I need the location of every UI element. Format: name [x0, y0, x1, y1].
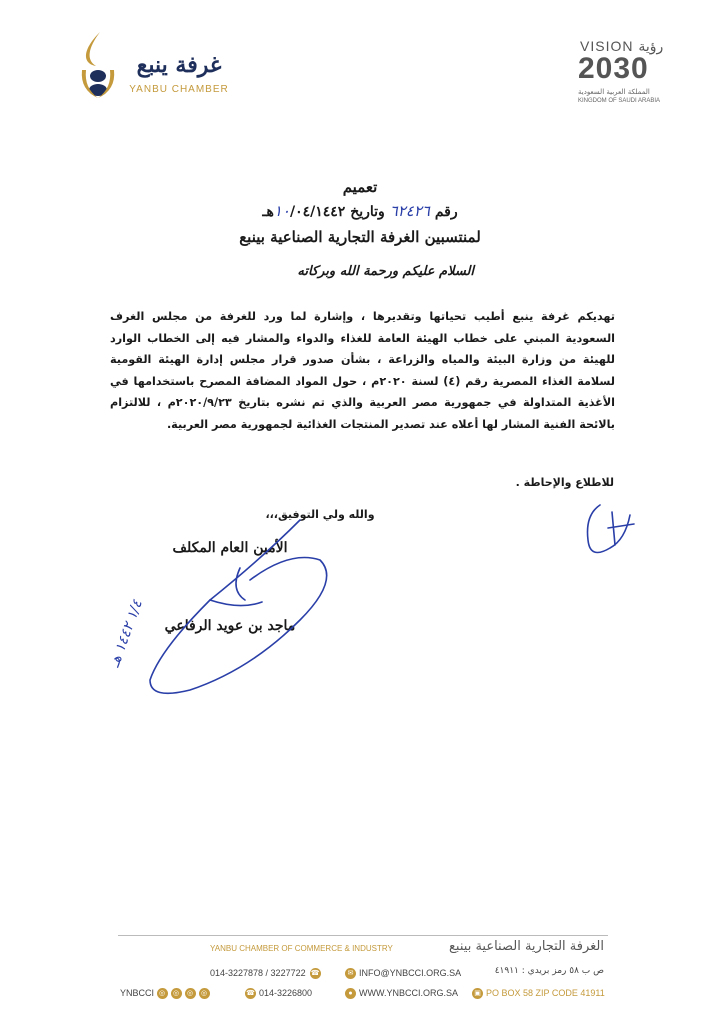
vision-year: 2030 — [578, 52, 649, 85]
footer-phone: 014-3227878 / 3227722 ☎ — [210, 968, 320, 978]
body-paragraph: تهديكم غرفة ينبع أطيب تحياتها وتقديرها ، وإشارة لما ورد للغرفة من مجلس الغرف السعودية المبني على خطاب الهيئة العامة للغذاء والدواء والمشار فيه إلى الخطاب الوارد للهيئة من وزارة البيئة والمياه والزراعة ، بشأن صدور قرار مجلس إدارة الهيئة القومية لسلامة الغذاء المصرية رقم (٤) لسنة ٢٠٢٠م ، حول المواد المضافة المصرح باستخدامها في الأغذية المتداولة في جمهورية مصر العربية والذي تم نشره بتاريخ ٢٠٢٠/٩/٢٣م ، للالتزام بالائحة الفنية المشار لها أعلاه عند تصدير المنتجات الغذائية لجمهورية مصر العربية. — [110, 310, 615, 431]
signatory-name: ماجد بن عويد الرفاعي — [164, 618, 296, 634]
footer-po-english: ▣ PO BOX 58 ZIP CODE 41911 — [472, 988, 605, 999]
facebook-icon[interactable]: ◎ — [199, 988, 210, 999]
vision-2030-logo — [576, 38, 696, 108]
phone-icon: ☎ — [310, 970, 320, 978]
instagram-icon[interactable]: ◎ — [157, 988, 168, 999]
circular-title: تعميم — [342, 178, 378, 196]
footer-name-arabic: الغرفة التجارية الصناعية بينبع — [449, 939, 604, 954]
initials-mark-icon — [588, 505, 631, 553]
vision-country-english: KINGDOM OF SAUDI ARABIA — [578, 98, 661, 104]
greeting: السلام عليكم ورحمة الله وبركاته — [297, 264, 474, 279]
twitter-icon[interactable]: ◎ — [185, 988, 196, 999]
closing-line: والله ولي التوفيق،،، — [265, 508, 375, 521]
reference-date: /٠٤/١٤٤٢هـ — [262, 204, 346, 220]
vision-country-arabic: المملكة العربية السعودية — [578, 88, 650, 96]
vision-word: VISION رؤية — [580, 38, 664, 54]
acknowledge-line: للاطلاع والإحاطة . — [515, 476, 614, 489]
footer-divider — [118, 935, 608, 936]
svg-text:١/٤ ١٤٤٢ هـ: ١/٤ ١٤٤٢ هـ — [106, 597, 146, 670]
footer-email[interactable]: ✉ INFO@YNBCCI.ORG.SA — [345, 968, 461, 979]
chamber-name-arabic: غرفة ينبع — [136, 52, 222, 78]
globe-icon: ● — [345, 988, 356, 999]
reference-number: ٦٢٤٢٦ — [389, 202, 430, 220]
reference-line: رقم ٦٢٤٢٦ وتاريخ ١٠/٠٤/١٤٤٢هـ — [262, 202, 458, 220]
footer-po-arabic: ص ب ٥٨ رمز بريدي : ٤١٩١١ — [494, 966, 604, 976]
signatory-title: الأمين العام المكلف — [172, 540, 288, 556]
reference-day: ١٠ — [273, 202, 290, 220]
footer-social[interactable]: YNBCCI ◎ ◎ ◎ ◎ — [120, 988, 213, 999]
chamber-name-english: YANBU CHAMBER — [129, 84, 229, 95]
circular-heading — [150, 178, 570, 246]
yanbu-chamber-logo — [78, 30, 238, 110]
footer-fax: ☎ 014-3226800 — [246, 988, 313, 998]
chamber-emblem-icon — [78, 30, 118, 100]
email-icon: ✉ — [345, 968, 356, 979]
fax-icon: ☎ — [246, 990, 255, 998]
footer-name-english: YANBU CHAMBER OF COMMERCE & INDUSTRY — [210, 944, 393, 953]
snapchat-icon[interactable]: ◎ — [171, 988, 182, 999]
addressee: لمنتسبين الغرفة التجارية الصناعية بينبع — [239, 228, 481, 246]
mailbox-icon: ▣ — [472, 988, 483, 999]
footer-website[interactable]: ● WWW.YNBCCI.ORG.SA — [345, 988, 458, 999]
